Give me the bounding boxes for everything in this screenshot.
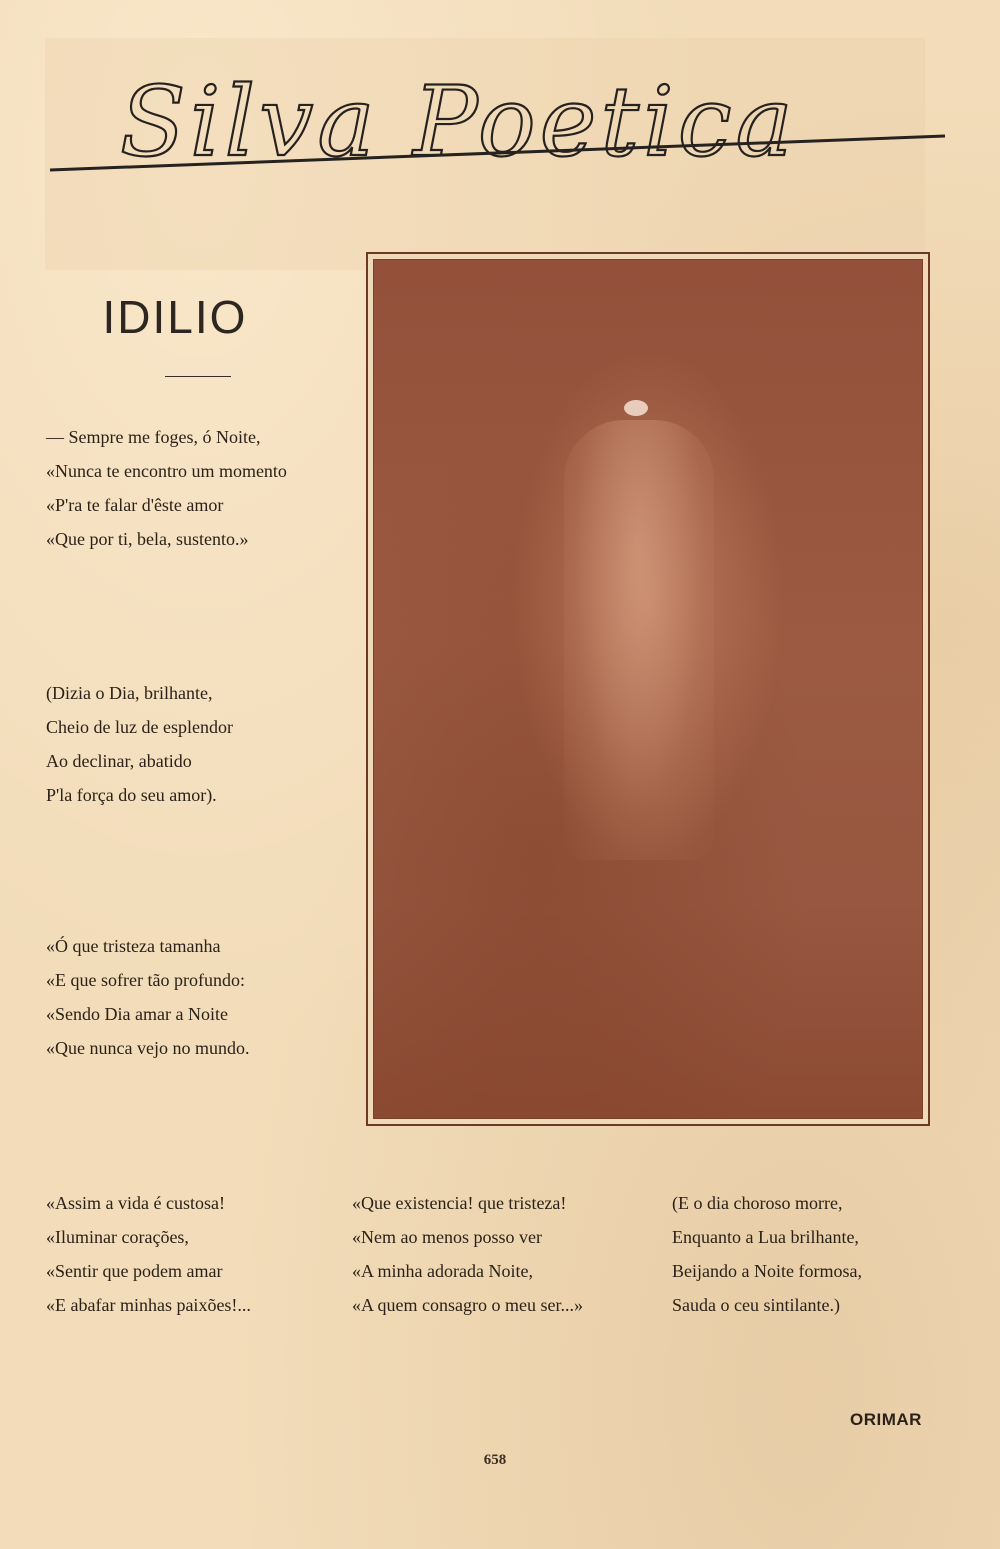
- verse-line: «Nem ao menos posso ver: [352, 1227, 542, 1247]
- masthead-script-title: [40, 30, 960, 210]
- photograph-highlight: [624, 400, 648, 416]
- verse-line: Ao declinar, abatido: [46, 751, 192, 771]
- verse-line: «A quem consagro o meu ser...»: [352, 1295, 583, 1315]
- verse-line: «P'ra te falar d'êste amor: [46, 495, 224, 515]
- verse-line: «Iluminar corações,: [46, 1227, 189, 1247]
- masthead: [40, 30, 960, 210]
- sepia-photograph: [373, 259, 923, 1119]
- verse-line: Enquanto a Lua brilhante,: [672, 1227, 859, 1247]
- verse-line: Cheio de luz de esplendor: [46, 717, 233, 737]
- verse-line: «E abafar minhas paixões!...: [46, 1295, 251, 1315]
- photograph-frame: [366, 252, 930, 1126]
- verse-line: «E que sofrer tão profundo:: [46, 970, 245, 990]
- poem-title: IDILIO: [102, 291, 248, 343]
- page-number: 658: [483, 1452, 507, 1468]
- verse-line: «Sentir que podem amar: [46, 1261, 223, 1281]
- verse-line: P'la força do seu amor).: [46, 785, 217, 805]
- stanza: [352, 1186, 583, 1322]
- verse-line: «Que por ti, bela, sustento.»: [46, 529, 249, 549]
- verse-line: Beijando a Noite formosa,: [672, 1261, 862, 1281]
- author-signature: ORIMAR: [850, 1410, 922, 1429]
- stanza: [46, 420, 287, 556]
- verse-line: «Nunca te encontro um momento: [46, 461, 287, 481]
- stanza: [46, 929, 249, 1065]
- verse-line: «A minha adorada Noite,: [352, 1261, 533, 1281]
- title-rule: [165, 376, 231, 377]
- verse-line: «Que existencia! que tristeza!: [352, 1193, 567, 1213]
- verse-line: «Ó que tristeza tamanha: [46, 936, 221, 956]
- stanza: [46, 1186, 251, 1322]
- verse-line: (Dizia o Dia, brilhante,: [46, 683, 213, 703]
- masthead-title-text: Silva Poetica: [120, 66, 797, 178]
- verse-line: «Sendo Dia amar a Noite: [46, 1004, 228, 1024]
- stanza: [46, 676, 233, 812]
- photograph-figure: [564, 420, 714, 860]
- verse-line: «Assim a vida é custosa!: [46, 1193, 225, 1213]
- verse-line: Sauda o ceu sintilante.): [672, 1295, 840, 1315]
- verse-line: — Sempre me foges, ó Noite,: [46, 427, 261, 447]
- stanza: [672, 1186, 862, 1322]
- verse-line: «Que nunca vejo no mundo.: [46, 1038, 250, 1058]
- verse-line: (E o dia choroso morre,: [672, 1193, 843, 1213]
